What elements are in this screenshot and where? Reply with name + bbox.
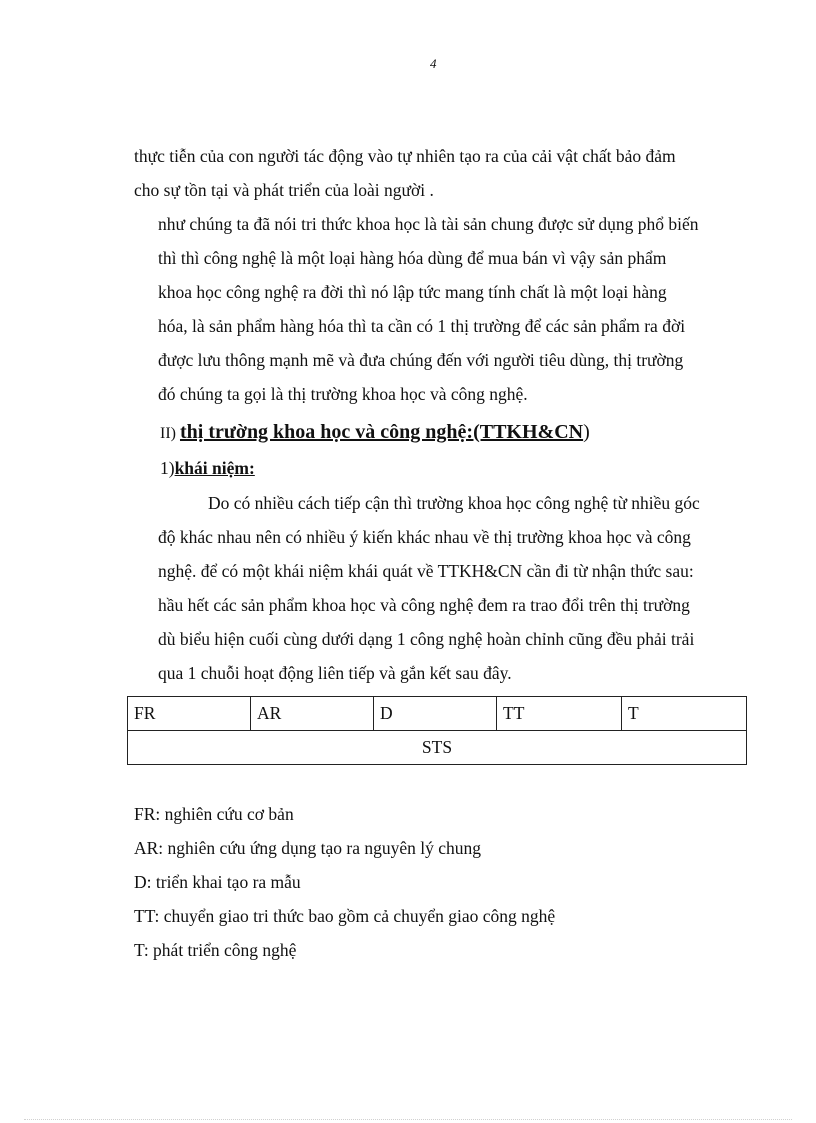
section-heading-title: thị trường khoa học và công nghệ:(TTKH&CN: [179, 421, 584, 443]
stages-row: [128, 697, 747, 731]
para1-line-3: khoa học công nghệ ra đời thì nó lập tức mang tính chất là một loại hàng: [158, 282, 667, 302]
definition-d: D: triển khai tạo ra mẫu: [134, 872, 301, 892]
para1-line-5: được lưu thông mạnh mẽ và đưa chúng đến với người tiêu dùng, thị trường: [158, 350, 684, 370]
para1-line-1: như chúng ta đã nói tri thức khoa học là tài sản chung được sử dụng phổ biến: [158, 214, 699, 234]
definition-t: T: phát triển công nghệ: [134, 940, 297, 960]
sts-cell: STS: [128, 731, 747, 765]
stage-cell-tt: TT: [497, 697, 622, 731]
definition-tt: TT: chuyển giao tri thức bao gồm cả chuyển giao công nghệ: [134, 906, 556, 926]
stage-cell-d: D: [374, 697, 497, 731]
definition-fr: FR: nghiên cứu cơ bản: [134, 804, 294, 824]
stage-cell-ar: AR: [251, 697, 374, 731]
page-number: 4: [430, 56, 437, 71]
para2-line-6: qua 1 chuỗi hoạt động liên tiếp và gắn kết sau đây.: [158, 663, 512, 683]
para2-line-1: Do có nhiều cách tiếp cận thì trường khoa học công nghệ từ nhiều góc: [208, 493, 700, 513]
subsection-heading-prefix: 1): [160, 458, 175, 478]
para1-line-6: đó chúng ta gọi là thị trường khoa học và công nghệ.: [158, 384, 528, 404]
para1-line-2: thì thì công nghệ là một loại hàng hóa dùng để mua bán vì vậy sản phẩm: [158, 248, 667, 268]
section-heading-suffix: ): [583, 421, 590, 443]
para2-line-3: nghệ. để có một khái niệm khái quát về TTKH&CN cần đi từ nhận thức sau:: [158, 561, 694, 581]
section-heading-prefix: II): [160, 425, 180, 442]
intro-line-1: thực tiễn của con người tác động vào tự nhiên tạo ra của cải vật chất bảo đảm: [134, 146, 676, 166]
section-heading: [160, 420, 590, 446]
stage-cell-t: T: [622, 697, 747, 731]
para2-line-4: hầu hết các sản phẩm khoa học và công nghệ đem ra trao đổi trên thị trường: [158, 595, 690, 615]
intro-line-2: cho sự tồn tại và phát triển của loài người .: [134, 180, 434, 200]
subsection-heading-title: khái niệm:: [174, 458, 255, 478]
definition-ar: AR: nghiên cứu ứng dụng tạo ra nguyên lý chung: [134, 838, 482, 858]
para2-line-5: dù biểu hiện cuối cùng dưới dạng 1 công nghệ hoàn chỉnh cũng đều phải trải: [158, 629, 695, 649]
para1-line-4: hóa, là sản phẩm hàng hóa thì ta cần có 1 thị trường để các sản phẩm ra đời: [158, 316, 686, 336]
subsection-heading: [160, 458, 255, 478]
footer-divider: [24, 1119, 792, 1120]
stages-table: [127, 696, 747, 765]
sts-row: [128, 731, 747, 765]
stage-cell-fr: FR: [128, 697, 251, 731]
para2-line-2: độ khác nhau nên có nhiều ý kiến khác nhau về thị trường khoa học và công: [158, 527, 691, 547]
